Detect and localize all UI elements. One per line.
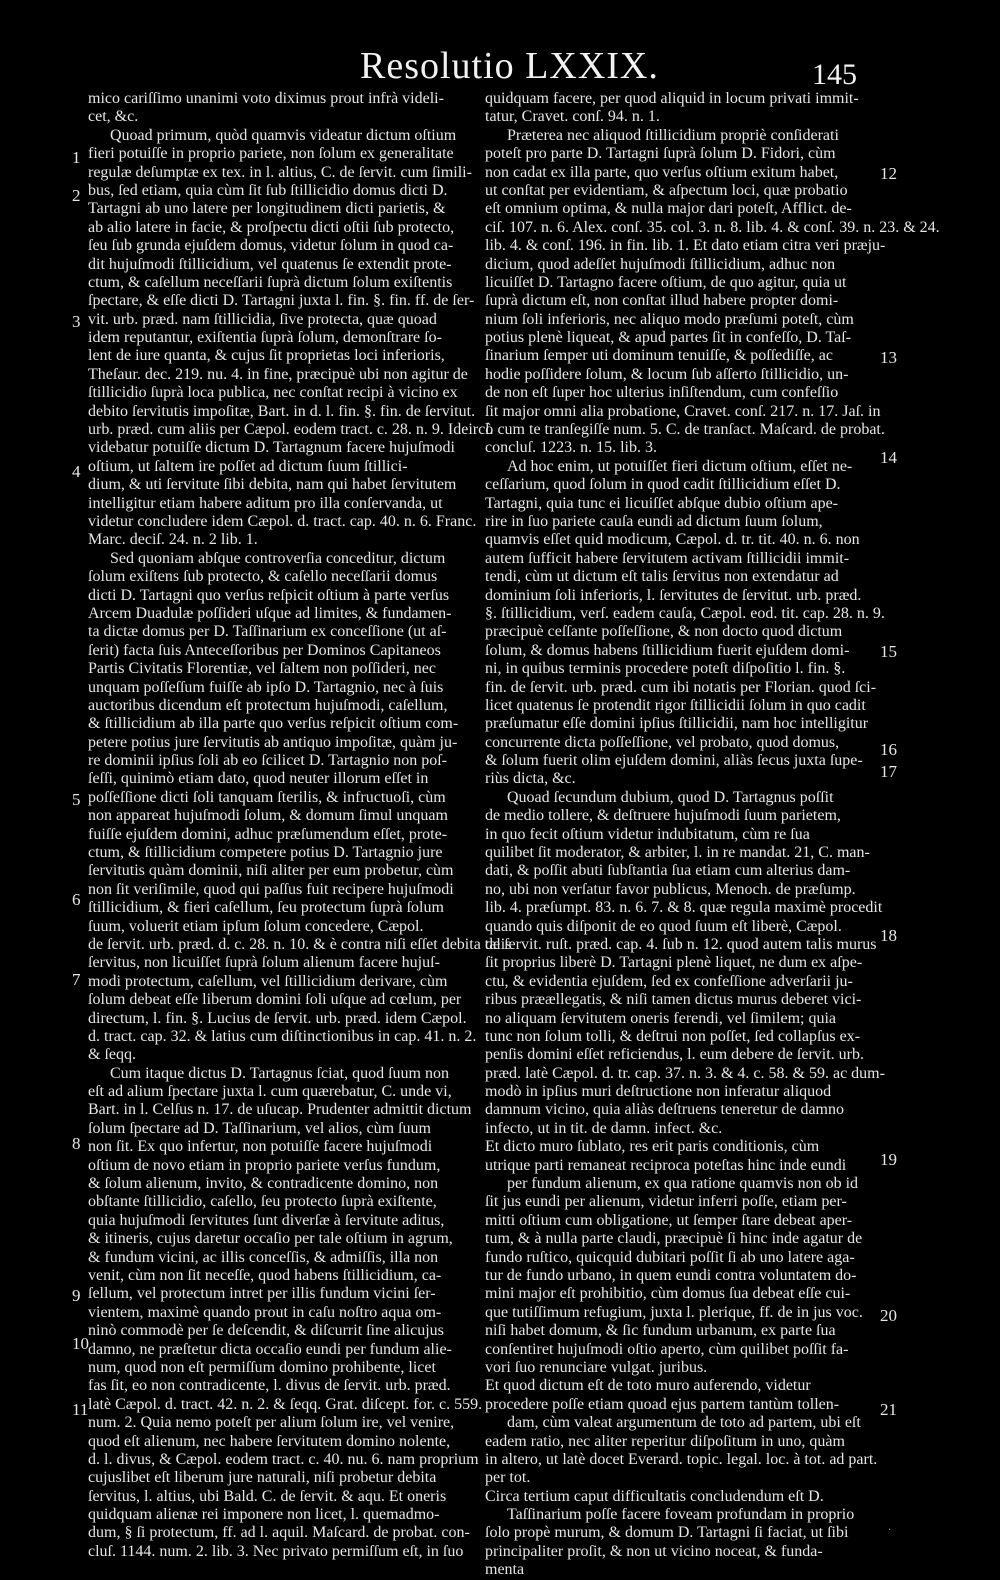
margin-number: 19 xyxy=(880,1150,897,1169)
text-line: non cadat ex illa parte, quo verſus oſtium exitum habet, xyxy=(485,163,839,181)
margin-number: 15 xyxy=(880,642,897,661)
text-line: Præterea nec aliquod ſtillicidium propriè conſiderati xyxy=(507,126,839,144)
text-line: d. tract. cap. 32. & latius cum diſtinctionibus in cap. 41. n. 2. xyxy=(88,1027,477,1045)
text-line: mitti oſtium cum obligatione, ut ſemper ſtare debeat aper- xyxy=(485,1211,853,1229)
text-line: licet quatenus ſe protendit rigor ſtillicidii ſolum in quo cadit xyxy=(485,696,866,714)
text-line: videbatur potuiſſe dictum D. Tartagnum facere hujuſmodi xyxy=(88,439,455,457)
text-line: & ſeqq. xyxy=(88,1046,136,1064)
text-line: quilibet ſit moderator, & arbiter, l. in re mandat. 21, C. man- xyxy=(485,844,870,862)
text-line: non appareat hujuſmodi ſolum, & domum ſimul unquam xyxy=(88,807,448,825)
text-line: de ſervit. ruſt. præd. cap. 4. ſub n. 12. quod autem talis murus xyxy=(485,935,877,953)
text-line: poteſt pro parte D. Tartagni ſuprà ſolum D. Fidori, cùm xyxy=(485,145,836,163)
text-line: ſuum, voluerit etiam ipſum ſolum concedere, Cæpol. xyxy=(88,917,424,935)
text-line: ſolum ſpectare ad D. Taſſinarium, vel alios, cùm ſuum xyxy=(88,1119,431,1137)
text-line: ſuprà dictum eſt, non conſtat illud habere propter domi- xyxy=(485,292,839,310)
text-line: quidquam alienæ rei imponere non licet, l. quemadmo- xyxy=(88,1506,440,1524)
text-line: num. 2. Quia nemo poteſt per alium ſolum ire, vel venire, xyxy=(88,1414,455,1432)
text-line: & ſtillicidium ab illa parte quo verſus reſpicit oſtium com- xyxy=(88,715,459,733)
text-line: hodie poſſidere ſolum, & locum ſub aſſerto ſtillicidio, un- xyxy=(485,365,849,383)
text-line: dium, & uti ſervitute ſibi debita, nam qui habet ſervitutem xyxy=(88,476,457,494)
margin-number: 13 xyxy=(880,348,897,367)
margin-number: 16 xyxy=(880,740,897,759)
text-line: intelligitur etiam habere aditum pro illa conſervanda, ut xyxy=(88,494,443,512)
text-line: ſtillicidio ſuprà loca publica, nec conſtat recipi à vicino ex xyxy=(88,384,458,402)
text-line: bus, ſed etiam, quia cùm ſit ſub ſtillicidio domus dicti D. xyxy=(88,181,448,199)
text-line: fuiſſe ejuſdem domini, adhuc præſumendum eſſet, prote- xyxy=(88,825,448,843)
text-line: de non eſt ſuper hoc ulterius inſiſtendum, cum confeſſio xyxy=(485,384,839,402)
text-line: urb. præd. cum aliis per Cæpol. eodem tract. c. 28. n. 9. Ideircò xyxy=(88,421,494,439)
text-line: fundo ruſtico, quicquid dubitari poſſit ſi ab uno latere aga- xyxy=(485,1248,855,1266)
text-line: de medio tollere, & deſtruere hujuſmodi ſuum parietem, xyxy=(485,807,841,825)
text-line: in quo fecit oſtium videtur indubitatum, cùm re ſua xyxy=(485,825,810,843)
text-line: Sed quoniam abſque controverſia conceditur, dictum xyxy=(110,549,446,567)
text-line: que tutiſſimum refugium, juxta l. plerique, ff. de in jus voc. xyxy=(485,1303,863,1321)
text-line: ſolum debeat eſſe liberum domini ſoli uſque ad cœlum, per xyxy=(88,991,462,1009)
text-line: modi protectum, caſellum, vel ſtillicidium derivare, cùm xyxy=(88,972,448,990)
text-line: ſellum, vel protectum intret per illis fundum vicini ſer- xyxy=(88,1285,436,1303)
text-line: Theſaur. dec. 219. nu. 4. in fine, præcipuè ubi non agitur de xyxy=(88,365,468,383)
text-line: Tartagni, quia tunc ei licuiſſet abſque dubio oſtium ape- xyxy=(485,494,838,512)
margin-number: 2 xyxy=(72,186,81,205)
text-line: videtur concludere idem Cæpol. d. tract. cap. 40. n. 6. Franc. xyxy=(88,512,477,530)
text-line: Circa tertium caput difficultatis concludendum eſt D. xyxy=(485,1487,824,1505)
text-line: mini major eſt prohibitio, cùm domus ſua debeat eſſe cui- xyxy=(485,1285,851,1303)
text-line: damno, ne præſtetur dicta occaſio eundi per fundum alie- xyxy=(88,1340,452,1358)
text-line: & fundum vicini, ac illis conceſſis, & admiſſis, illa non xyxy=(88,1248,439,1266)
text-line: menta xyxy=(485,1561,525,1579)
text-line: §. ſtillicidium, verſ. eadem cauſa, Cæpol. eod. tit. cap. 28. n. 9. xyxy=(485,604,885,622)
text-line: ctu, & evidentia ejuſdem, ſed ex confeſſione adverſarii ju- xyxy=(485,972,853,990)
text-line: tum, & à nulla parte claudi, præcipuè ſi hinc inde agatur de xyxy=(485,1230,863,1248)
text-line: modò in ipſius muri deſtructione non inferatur aliquod xyxy=(485,1083,832,1101)
text-line: ſolum exiſtens ſub protecto, & caſello neceſſarii domus xyxy=(88,568,438,586)
text-line: num, quod non eſt permiſſum domino prohibente, licet xyxy=(88,1358,436,1376)
text-line: in altero, ut latè docet Everard. topic. legal. loc. à tot. ad part. xyxy=(485,1450,878,1468)
text-line: fin. de ſervit. urb. præd. cum ibi notatis per Florian. quod ſci- xyxy=(485,678,877,696)
text-line: tunc non ſolum tolli, & deſtrui non poſſet, ſed collapſus ex- xyxy=(485,1027,861,1045)
text-line: quando quis diſponit de eo quod ſuum eſt liberè, Cæpol. xyxy=(485,917,842,935)
margin-number: 14 xyxy=(880,448,897,467)
text-line: ceſſarium, quod ſolum in quod cadit ſtillicidium eſſet D. xyxy=(485,476,841,494)
running-title: Resolutio LXXIX. xyxy=(360,45,659,87)
text-line: quidquam facere, per quod aliquid in locum privati immit- xyxy=(485,90,859,107)
text-line: dominium ſoli inferioris, l. ſervitutes de ſervitut. urb. præd. xyxy=(485,586,862,604)
text-line: præcipuè ceſſante poſſeſſione, & non docto quod dictum xyxy=(485,623,843,641)
text-line: potius plenè liqueat, & apud partes ſit in confeſſo, D. Taſ- xyxy=(485,329,852,347)
text-line: latè Cæpol. d. tract. 42. n. 2. & ſeqq. Grat. diſcept. for. c. 559. xyxy=(88,1395,483,1413)
text-line: ribus præællegatis, & niſi tamen dictus murus deberet vici- xyxy=(485,991,862,1009)
text-line: licuiſſet D. Tartagno facere oſtium, de quo agitur, quia ut xyxy=(485,273,847,291)
margin-number: 1 xyxy=(72,148,81,167)
text-line: directum, l. fin. §. Lucius de ſervit. urb. præd. idem Cæpol. xyxy=(88,1009,467,1027)
text-line: ciſ. 107. n. 6. Alex. conſ. 35. col. 3. n. 8. lib. 4. & conſ. 39. n. 23. & 24. xyxy=(485,218,940,236)
text-line: utrique parti remaneat reciproca poteſtas hinc inde eundi xyxy=(485,1156,847,1174)
margin-number: 7 xyxy=(72,970,81,989)
text-line: ctum, & ſtillicidium competere potius D. Tartagnio jure xyxy=(88,844,443,862)
text-line: fas ſit, eo non contradicente, l. divus de ſervit. urb. præd. xyxy=(88,1377,451,1395)
text-line: conſentiret hujuſmodi oſtio aperto, cùm quilibet poſſit fa- xyxy=(485,1340,849,1358)
text-line: per fundum alienum, ex qua ratione quamvis non ob id xyxy=(507,1175,859,1193)
text-line: dit hujuſmodi ſtillicidium, vel quatenus ſe extendit prote- xyxy=(88,255,452,273)
text-line: obſtante ſtillicidio, caſello, ſeu protecto ſuprà exiſtente, xyxy=(88,1193,437,1211)
text-line: tatur, Cravet. conſ. 94. n. 1. xyxy=(485,108,660,126)
text-line: quamvis eſſet quid modicum, Cæpol. d. tr. tit. 40. n. 6. non xyxy=(485,531,860,549)
text-line: Taſſinarium poſſe facere foveam profundam in proprio xyxy=(507,1506,855,1524)
text-line: niſi habet domum, & ſic fundum urbanum, ex parte ſua xyxy=(485,1322,836,1340)
text-line: cujuslibet eſt liberum jure naturali, niſi probetur debita xyxy=(88,1469,437,1487)
margin-number: 4 xyxy=(72,462,81,481)
text-line: oſtium de novo etiam in proprio pariete verſus fundum, xyxy=(88,1156,441,1174)
text-line: penſis domini eſſet reficiendus, l. eum debere de ſervit. urb. xyxy=(485,1046,864,1064)
text-line: & ſolum alienum, invito, & contradicente domino, non xyxy=(88,1175,439,1193)
margin-number: 3 xyxy=(72,312,81,331)
text-line: Quoad ſecundum dubium, quod D. Tartagnus poſſit xyxy=(507,788,834,806)
text-line: quia hujuſmodi ſervitutes ſunt diverſæ à ſervitute aditus, xyxy=(88,1211,445,1229)
text-line: Arcem Duadulæ poſſideri uſque ad limites, & fundamen- xyxy=(88,604,452,622)
text-line: ninò commodè per ſe deſcendit, & diſcurrit ſine alicujus xyxy=(88,1322,444,1340)
margin-number: 12 xyxy=(880,164,897,183)
text-line: concluſ. 1223. n. 15. lib. 3. xyxy=(485,439,657,457)
margin-number: 10 xyxy=(72,1334,89,1353)
margin-number: 11 xyxy=(72,1400,89,1419)
text-line: ſit proprius liberè D. Tartagni plenè liquet, ne dum ex aſpe- xyxy=(485,954,863,972)
text-line: per tot. xyxy=(485,1469,531,1487)
text-line: procedere poſſe etiam quoad ejus partem tantùm tollen- xyxy=(485,1395,840,1413)
text-line: Et dicto muro ſublato, res erit paris conditionis, cùm xyxy=(485,1138,820,1156)
text-line: de ſervit. urb. præd. d. c. 28. n. 10. & è contra niſi eſſet debita talis xyxy=(88,935,512,953)
text-line: non ſit veriſimile, quod qui paſſus fuit recipere hujuſmodi xyxy=(88,880,454,898)
text-line: cet, &c. xyxy=(88,108,139,126)
text-line: ſervitus, l. altius, ubi Bald. C. de ſervit. & aqu. Et oneris xyxy=(88,1487,447,1505)
page-number: 145 xyxy=(812,58,857,91)
text-line: eſt omnium optima, & nulla major dari poteſt, Afflict. de- xyxy=(485,200,852,218)
text-line: dum, § ſi protectum, ff. ad l. aquil. Maſcard. de probat. con- xyxy=(88,1524,470,1542)
text-line: Marc. deciſ. 24. n. 2 lib. 1. xyxy=(88,531,258,549)
text-line: ſit jus eundi per alienum, videtur inferri poſſe, etiam per- xyxy=(485,1193,847,1211)
text-line: l. cum te tranſegiſſe num. 5. C. de tranſact. Maſcard. de probat. xyxy=(485,421,885,439)
text-line: infecto, ut in tit. de damn. infect. &c. xyxy=(485,1119,723,1137)
text-line: ſeu ſub grunda ejuſdem domus, videtur ſolum in quod ca- xyxy=(88,237,454,255)
text-line: ſtillicidium, & fieri caſellum, ſeu protectum ſuprà ſolum xyxy=(88,899,444,917)
text-line: tendi, cùm ut dictum eſt talis ſervitus non extendatur ad xyxy=(485,568,839,586)
text-line: no, ubi non verſatur favor publicus, Menoch. de præſump. xyxy=(485,880,856,898)
text-line: Partis Civitatis Florentiæ, vel ſaltem non poſſideri, nec xyxy=(88,660,436,678)
text-line: lent de iure quanta, & cujus ſit proprietas loci inferioris, xyxy=(88,347,445,365)
text-line: & itineris, cujus daretur occaſio per tale oſtium in agrum, xyxy=(88,1230,453,1248)
text-line: ſolum, & domus habens ſtillicidium fuerit ejuſdem domi- xyxy=(485,641,850,659)
text-line: fieri potuiſſe in proprio pariete, non ſolum ex generalitate xyxy=(88,145,454,163)
text-line: damnum vicino, quia aliàs deſtruens teneretur de damno xyxy=(485,1101,844,1119)
text-line: præd. latè Cæpol. d. tr. cap. 37. n. 3. & 4. c. 58. & 59. ac dum- xyxy=(485,1064,885,1082)
text-line: Et quod dictum eſt de toto muro auferendo, videtur xyxy=(485,1377,811,1395)
text-line: d. l. divus, & Cæpol. eodem tract. c. 40. nu. 6. nam proprium xyxy=(88,1450,479,1468)
text-line: ſervitutis quàm dominii, niſi aliter per eum probetur, cùm xyxy=(88,862,454,880)
text-line: ſpectare, & eſſe dicti D. Tartagni juxta l. fin. §. fin. ff. de ſer- xyxy=(88,292,475,310)
text-line: lib. 4. præſumpt. 83. n. 6. 7. & 8. quæ regula maximè procedit xyxy=(485,899,883,917)
text-line: vori ſuo renunciare vulgat. juribus. xyxy=(485,1358,708,1376)
text-line: concurrente dicta poſſeſſione, vel probato, quod domus, xyxy=(485,733,840,751)
text-line: Quoad primum, quòd quamvis videatur dictum oſtium xyxy=(110,126,457,144)
text-line: Bart. in l. Celſus n. 17. de uſucap. Prudenter admittit dictum xyxy=(88,1101,472,1119)
text-line: ut conſtat per evidentiam, & aſpectum loci, quæ probatio xyxy=(485,181,848,199)
text-line: cluſ. 1144. num. 2. lib. 3. Nec privato permiſſum eſt, in ſuo xyxy=(88,1542,464,1560)
text-line: quod eſt alienum, nec habere ſervitutem domino nolente, xyxy=(88,1432,451,1450)
text-line: vientem, maximè quando prout in caſu noſtro aqua om- xyxy=(88,1303,442,1321)
text-line: ſeſſi, quinimò etiam dato, quod neuter illorum eſſet in xyxy=(88,770,429,788)
text-line: ſervitus, non licuiſſet ſuprà ſolum alienum facere hujuſ- xyxy=(88,954,440,972)
text-line: præſumatur eſſe domini ipſius ſtillicidii, nam hoc intelligitur xyxy=(485,715,869,733)
text-line: ſolo propè murum, & domum D. Tartagni ſi faciat, ut ſibi xyxy=(485,1524,849,1542)
text-line: ab alio latere in facie, & proſpectu dicti oſtii ſub protecto, xyxy=(88,218,455,236)
text-line: ſit major omni alia probatione, Cravet. conſ. 217. n. 17. Jaſ. in xyxy=(485,402,881,420)
text-line: & ſolum fuerit olim ejuſdem domini, aliàs ſecus juxta ſupe- xyxy=(485,752,863,770)
margin-number: 9 xyxy=(72,1286,81,1305)
text-line: regulæ deſumptæ ex tex. in l. altius, C. de ſervit. cum ſimili- xyxy=(88,163,472,181)
text-line: principaliter proſit, & non ut vicino noceat, & funda- xyxy=(485,1542,823,1560)
text-line: Cum itaque dictus D. Tartagnus ſciat, quod ſuum non xyxy=(110,1064,449,1082)
margin-number: 20 xyxy=(880,1306,897,1325)
text-line: Ad hoc enim, ut potuiſſet fieri dictum oſtium, eſſet ne- xyxy=(507,457,853,475)
text-line: dam, cùm valeat argumentum de toto ad partem, ubi eſt xyxy=(507,1414,861,1432)
text-line: dicium, quod adeſſet hujuſmodi ſtillicidium, adhuc non xyxy=(485,255,836,273)
text-line: ſinarium ſemper uti dominum tenuiſſe, & poſſediſſe, ac xyxy=(485,347,833,365)
text-line: dati, & poſſit abuti ſubſtantia ſua etiam cum alterius dam- xyxy=(485,862,851,880)
text-line: riùs dicta, &c. xyxy=(485,770,576,788)
margin-number: 17 xyxy=(880,762,897,781)
text-line: petere potius jure ſervitutis ab antiquo impoſitæ, quàm ju- xyxy=(88,733,458,751)
margin-number: 18 xyxy=(880,926,897,945)
text-line: no aliquam ſervitutem oneris ferendi, vel ſimilem; quia xyxy=(485,1009,837,1027)
text-line: ta dictæ domus per D. Taſſinarium ex conceſſione (ut aſ- xyxy=(88,623,447,641)
text-line: venit, cùm non ſit neceſſe, quod habens ſtillicidium, ca- xyxy=(88,1267,442,1284)
text-line: idem reputantur, exiſtentia ſuprà ſolum, demonſtrare ſo- xyxy=(88,329,442,347)
text-line: mico cariſſimo unanimi voto diximus prout infrà videli- xyxy=(88,90,444,107)
text-line: auctoribus dicendum eſt protectum hujuſmodi, caſellum, xyxy=(88,696,448,714)
text-line: rire in ſuo pariete cauſa eundi ad dictum ſuum ſolum, xyxy=(485,512,823,530)
signature-mark: . xyxy=(888,1522,892,1533)
text-line: eſt ad alium ſpectare juxta l. cum quærebatur, C. unde vi, xyxy=(88,1083,452,1101)
text-line: dicti D. Tartagni quo verſus reſpicit oſtium à parte verſus xyxy=(88,586,450,604)
text-line: ctum, & caſellum neceſſarii ſuprà dictum ſolum exiſtentis xyxy=(88,273,453,291)
text-line: Tartagni ab uno latere per longitudinem dicti parietis, & xyxy=(88,200,446,218)
text-line: unquam poſſeſſum fuiſſe ab ipſo D. Tartagnio, nec à ſuis xyxy=(88,678,444,696)
text-line: nium ſoli inferioris, nec aliquo modo præſumi poteſt, cùm xyxy=(485,310,854,328)
text-line: autem ſufficit habere ſervitutem activam ſtillicidii immit- xyxy=(485,549,850,567)
margin-number: 8 xyxy=(72,1134,81,1153)
text-line: lib. 4. & conſ. 196. in fin. lib. 1. Et dato etiam citra veri præju- xyxy=(485,237,886,255)
text-line: debito ſervitutis impoſitæ, Bart. in d. l. fin. §. fin. de ſervitut. xyxy=(88,402,476,420)
text-line: re dominii ipſius ſoli ab eo ſcilicet D. Tartagnio non poſ- xyxy=(88,752,447,770)
text-line: poſſeſſione dicti ſoli tanquam ſterilis, & infructuoſi, cùm xyxy=(88,788,446,806)
text-line: non ſit. Ex quo infertur, non potuiſſe facere hujuſmodi xyxy=(88,1138,433,1156)
text-line: tur de fundo urbano, in quem eundi contra voluntatem do- xyxy=(485,1267,857,1284)
margin-number: 21 xyxy=(880,1400,897,1419)
text-line: oſtium, ut ſaltem ire poſſet ad dictum ſuum ſtillici- xyxy=(88,457,408,475)
text-line: vit. urb. præd. nam ſtillicidia, ſive protecta, quæ quoad xyxy=(88,310,437,328)
margin-number: 5 xyxy=(72,790,81,809)
text-line: ni, in quibus terminis procedere poteſt diſpoſitio l. fin. §. xyxy=(485,660,846,678)
text-line: ſerit) facta ſuis Anteceſſoribus per Dominos Capitaneos xyxy=(88,641,441,659)
margin-number: 6 xyxy=(72,890,81,909)
text-line: eadem ratio, nec aliter reperitur diſpoſitum in uno, quàm xyxy=(485,1432,845,1450)
